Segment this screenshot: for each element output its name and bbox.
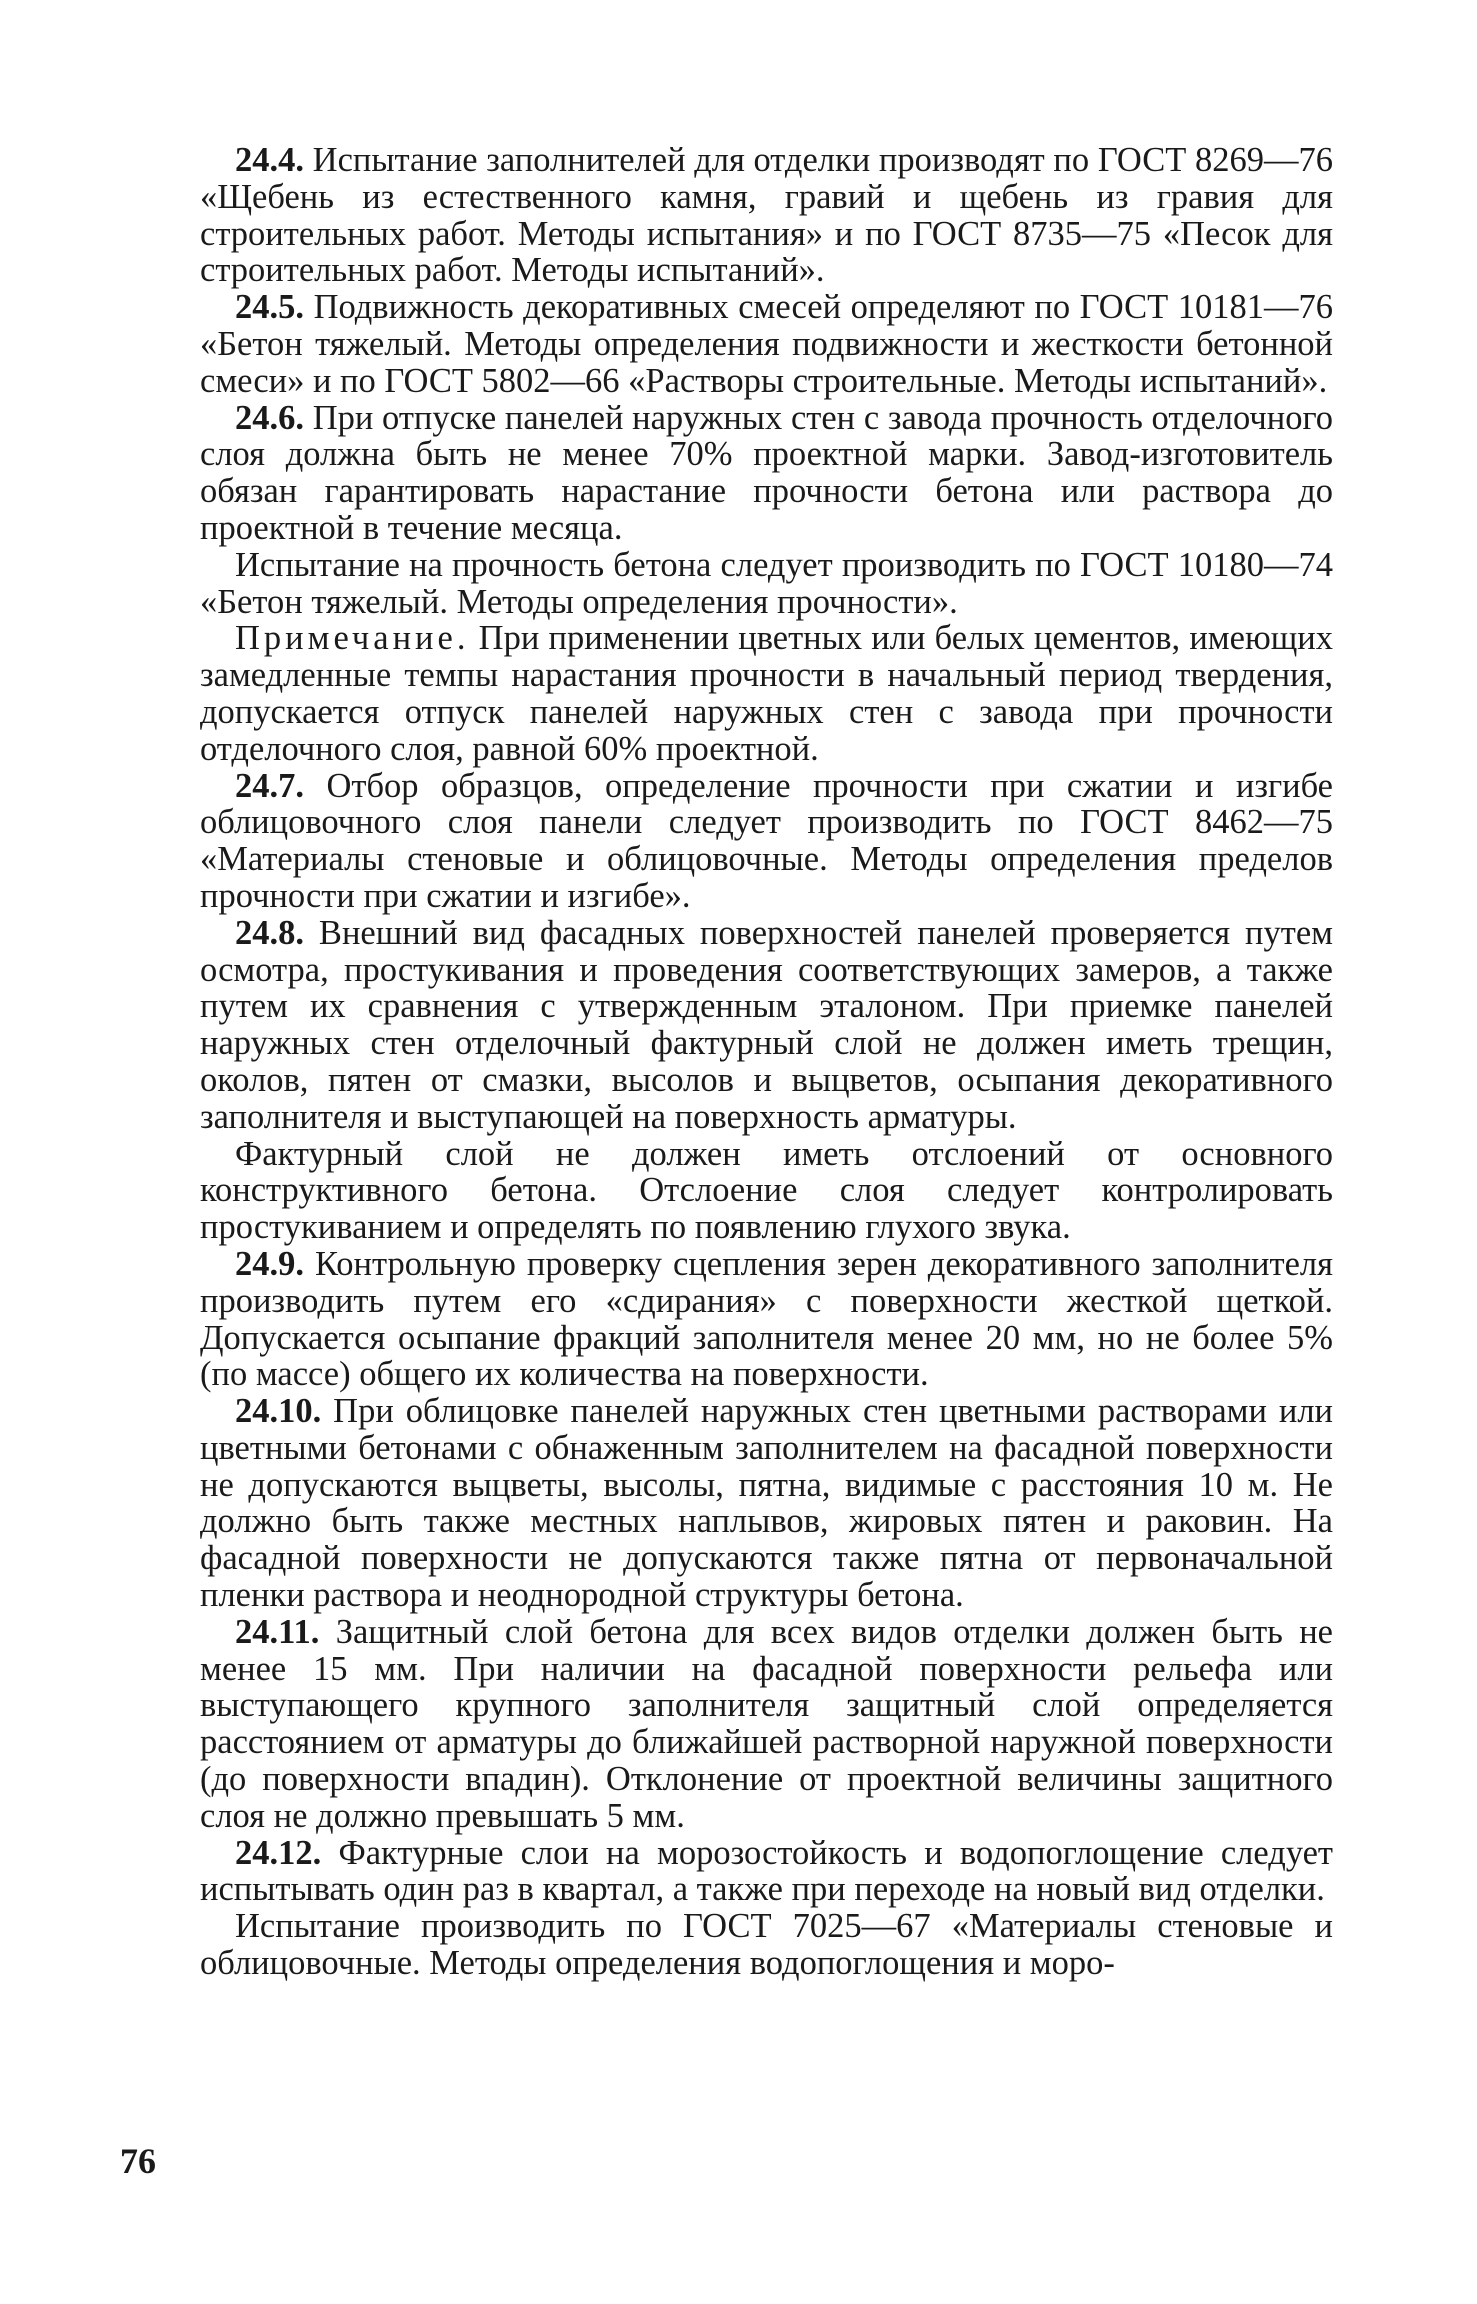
paragraph-text: Испытание на прочность бетона следует производить по ГОСТ 10180—74 «Бетон тяжелый. Методы определения прочности». bbox=[200, 545, 1333, 621]
paragraph-text: При отпуске панелей наружных стен с завода прочность отделочного слоя должна быть не менее 70% проектной марки. Завод-изготовитель обязан гарантировать нарастание прочности бетона или раствора до проектной в течение месяца. bbox=[200, 398, 1333, 547]
note-label: Примечание. bbox=[235, 619, 470, 658]
section-number: 24.8. bbox=[235, 913, 304, 952]
paragraph-24-4 bbox=[200, 142, 1333, 289]
section-number: 24.6. bbox=[235, 398, 304, 437]
paragraph-text: При облицовке панелей наружных стен цветными растворами или цветными бетонами с обнаженным заполнителем на фасадной поверхности не допускаются выцветы, высолы, пятна, видимые с расстояния 10 м. Не должно быть также местных наплывов, жировых пятен и раковин. На фасадной поверхности не допускаются также пятна от первоначальной пленки раствора и неоднородной структуры бетона. bbox=[200, 1392, 1333, 1615]
paragraph-text: Контрольную проверку сцепления зерен декоративного заполнителя производить путем его «сдирания» с поверхности жесткой щеткой. Допускается осыпание фракций заполнителя менее 20 мм, но не более 5% (по массе) общего их количества на поверхности. bbox=[200, 1244, 1333, 1394]
section-number: 24.9. bbox=[235, 1244, 304, 1283]
paragraph-24-10 bbox=[200, 1393, 1333, 1614]
paragraph-24-7 bbox=[200, 768, 1333, 915]
paragraph-24-12 bbox=[200, 1835, 1333, 1909]
section-number: 24.5. bbox=[235, 288, 304, 327]
section-number: 24.10. bbox=[235, 1392, 322, 1431]
paragraph-text: Испытание заполнителей для отделки производят по ГОСТ 8269—76 «Щебень из естественного камня, гравий и щебень из гравия для строительных работ. Методы испытания» и по ГОСТ 8735—75 «Песок для строительных работ. Методы испытаний». bbox=[200, 141, 1333, 290]
paragraph-note bbox=[200, 620, 1333, 767]
paragraph-24-8 bbox=[200, 915, 1333, 1136]
paragraph-strength-test bbox=[200, 547, 1333, 621]
paragraph-24-11 bbox=[200, 1614, 1333, 1835]
section-number: 24.11. bbox=[235, 1612, 320, 1651]
paragraph-text: Отбор образцов, определение прочности при сжатии и изгибе облицовочного слоя панели следует производить по ГОСТ 8462—75 «Материалы стеновые и облицовочные. Методы определения пределов прочности при сжатии и изгибе». bbox=[200, 766, 1333, 915]
page-body bbox=[200, 142, 1333, 1982]
paragraph-text: Фактурный слой не должен иметь отслоений от основного конструктивного бетона. Отслоение слоя следует контролировать простукиванием и определять по появлению глухого звука. bbox=[200, 1134, 1333, 1247]
paragraph-text: Подвижность декоративных смесей определяют по ГОСТ 10181—76 «Бетон тяжелый. Методы определения подвижности и жесткости бетонной смеси» и по ГОСТ 5802—66 «Растворы строительные. Методы испытаний». bbox=[200, 288, 1333, 400]
paragraph-24-9 bbox=[200, 1246, 1333, 1393]
section-number: 24.4. bbox=[235, 141, 304, 179]
paragraph-text: Испытание производить по ГОСТ 7025—67 «Материалы стеновые и облицовочные. Методы определения водопоглощения и моро- bbox=[200, 1907, 1333, 1983]
paragraph-24-5 bbox=[200, 289, 1333, 399]
section-number: 24.7. bbox=[235, 766, 304, 805]
paragraph-texture-layer bbox=[200, 1136, 1333, 1246]
paragraph-text: Фактурные слои на морозостойкость и водопоглощение следует испытывать один раз в квартал, а также при переходе на новый вид отделки. bbox=[200, 1833, 1333, 1909]
paragraph-text: Внешний вид фасадных поверхностей панелей проверяется путем осмотра, простукивания и проведения соответствующих замеров, а также путем их сравнения с утвержденным эталоном. При приемке панелей наружных стен отделочный фактурный слой не должен иметь трещин, околов, пятен от смазки, высолов и выцветов, осыпания декоративного заполнителя и выступающей на поверхность арматуры. bbox=[200, 913, 1333, 1136]
paragraph-text: Защитный слой бетона для всех видов отделки должен быть не менее 15 мм. При наличии на фасадной поверхности рельефа или выступающего крупного заполнителя защитный слой определяется расстоянием от арматуры до ближайшей растворной наружной поверхности (до поверхности впадин). Отклонение от проектной величины защитного слоя не должно превышать 5 мм. bbox=[200, 1612, 1333, 1835]
paragraph-24-6 bbox=[200, 400, 1333, 547]
page-number: 76 bbox=[120, 2141, 156, 2181]
paragraph-test-procedure bbox=[200, 1908, 1333, 1982]
paragraph-text: При применении цветных или белых цементов, имеющих замедленные темпы нарастания прочности в начальный период твердения, допускается отпуск панелей наружных стен с завода при прочности отделочного слоя, равной 60% проектной. bbox=[200, 619, 1333, 768]
section-number: 24.12. bbox=[235, 1833, 322, 1872]
